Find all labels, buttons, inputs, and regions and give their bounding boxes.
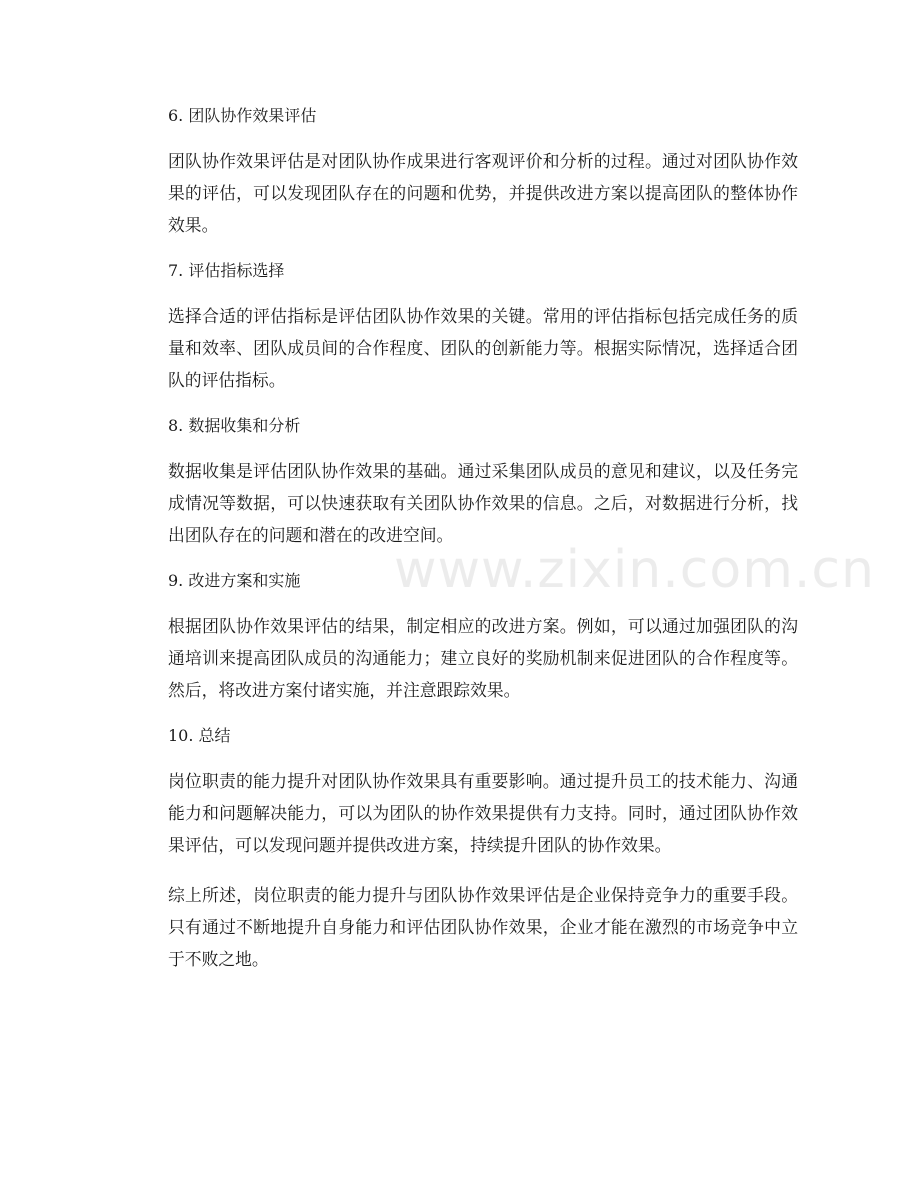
document-content [168, 104, 798, 993]
watermark-text: www.zixin.com.cn [394, 540, 875, 600]
conclusion-paragraph: 综上所述，岗位职责的能力提升与团队协作效果评估是企业保持竞争力的重要手段。只有通过不断地提升自身能力和评估团队协作效果，企业才能在激烈的市场竞争中立于不败之地。 [168, 885, 798, 969]
section-body-6: 团队协作效果评估是对团队协作成果进行客观评价和分析的过程。通过对团队协作效果的评估，可以发现团队存在的问题和优势，并提供改进方案以提高团队的整体协作效果。 [168, 151, 798, 235]
section-body-9: 根据团队协作效果评估的结果，制定相应的改进方案。例如，可以通过加强团队的沟通培训来提高团队成员的沟通能力；建立良好的奖励机制来促进团队的合作程度等。然后，将改进方案付诸实施，并注意跟踪效果。 [168, 616, 798, 700]
section-heading-9: 9. 改进方案和实施 [168, 571, 301, 590]
section-body-8: 数据收集是评估团队协作效果的基础。通过采集团队成员的意见和建议，以及任务完成情况等数据，可以快速获取有关团队协作效果的信息。之后，对数据进行分析，找出团队存在的问题和潜在的改进空间。 [168, 461, 798, 545]
section-heading-6: 6. 团队协作效果评估 [168, 106, 317, 125]
section-heading-8: 8. 数据收集和分析 [168, 416, 301, 435]
section-body-7: 选择合适的评估指标是评估团队协作效果的关键。常用的评估指标包括完成任务的质量和效率、团队成员间的合作程度、团队的创新能力等。根据实际情况，选择适合团队的评估指标。 [168, 306, 798, 390]
section-body-10: 岗位职责的能力提升对团队协作效果具有重要影响。通过提升员工的技术能力、沟通能力和问题解决能力，可以为团队的协作效果提供有力支持。同时，通过团队协作效果评估，可以发现问题并提供改进方案，持续提升团队的协作效果。 [168, 771, 798, 855]
section-heading-10: 10. 总结 [168, 726, 231, 745]
section-heading-7: 7. 评估指标选择 [168, 261, 285, 280]
